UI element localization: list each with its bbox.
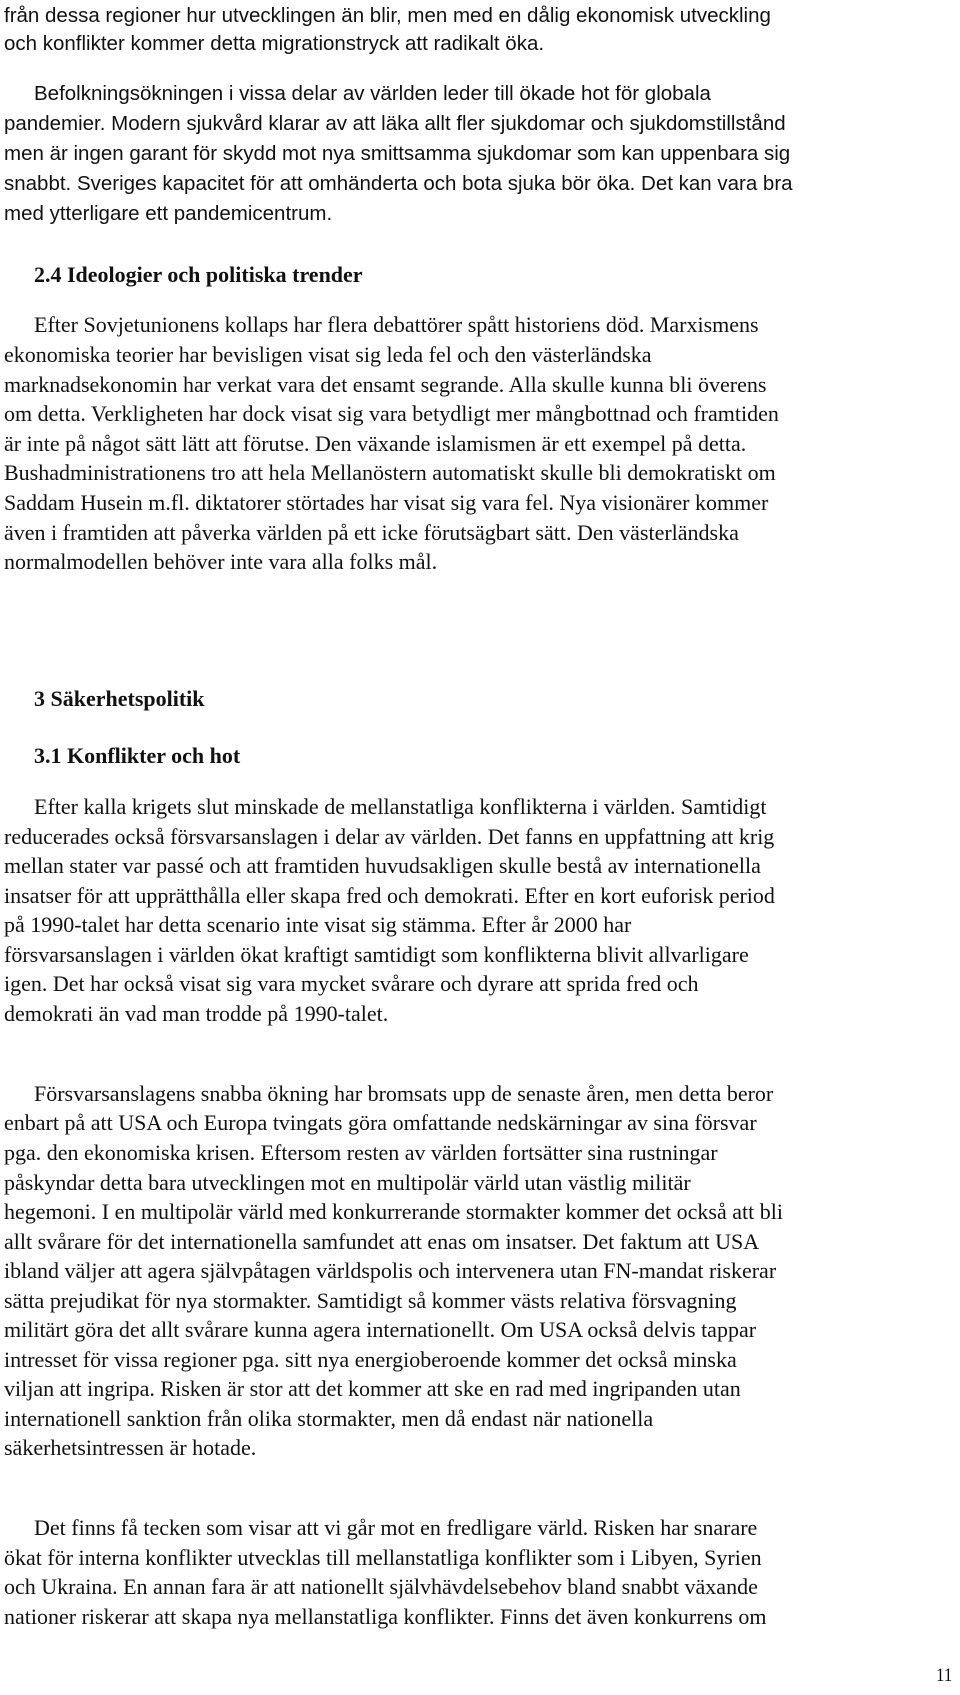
text-line: men är ingen garant för skydd mot nya smittsamma sjukdomar som kan uppenbara sig <box>4 142 791 165</box>
page-number: 11 <box>936 1665 953 1686</box>
text-line: Bushadministrationens tro att hela Mellanöstern automatiskt skulle bli demokratiskt om <box>4 460 776 485</box>
text-line: internationell sanktion från olika stormakter, men då endast när nationella <box>4 1406 654 1431</box>
text-line: intresset för vissa regioner pga. sitt nya energioberoende kommer det också minska <box>4 1347 737 1372</box>
text-line: även i framtiden att påverka världen på ett icke förutsägbart sätt. Den västerländska <box>4 520 739 545</box>
text-line: Befolkningsökningen i vissa delar av världen leder till ökade hot för globala <box>34 82 711 105</box>
text-line: Saddam Husein m.fl. diktatorer störtades har visat sig vara fel. Nya visionärer kommer <box>4 490 769 515</box>
text-line: pandemier. Modern sjukvård klarar av att läka allt fler sjukdomar och sjukdomstillstånd <box>4 112 786 135</box>
text-line: är inte på något sätt lätt att förutse. Den växande islamismen är ett exempel på detta. <box>4 431 747 456</box>
text-line: snabbt. Sveriges kapacitet för att omhänderta och bota sjuka bör öka. Det kan vara bra <box>4 172 793 195</box>
text-line: sätta prejudikat för nya stormakter. Samtidigt så kommer västs relativa försvagning <box>4 1288 737 1313</box>
text-line: och konflikter kommer detta migrationstryck att radikalt öka. <box>4 32 545 55</box>
section-heading-3: 3 Säkerhetspolitik <box>34 686 205 711</box>
text-line: demokrati än vad man trodde på 1990-talet. <box>4 1001 389 1026</box>
text-line: från dessa regioner hur utvecklingen än blir, men med en dålig ekonomisk utveckling <box>4 4 771 27</box>
text-line: med ytterligare ett pandemicentrum. <box>4 202 333 225</box>
text-line: Efter kalla krigets slut minskade de mellanstatliga konflikterna i världen. Samtidigt <box>34 794 767 819</box>
text-line: ibland väljer att agera självpåtagen världspolis och intervenera utan FN-mandat riskerar <box>4 1258 777 1283</box>
text-line: marknadsekonomin har verkat vara det ensamt segrande. Alla skulle kunna bli överens <box>4 372 767 397</box>
text-line: på 1990-talet har detta scenario inte visat sig stämma. Efter år 2000 har <box>4 912 632 937</box>
text-line: reducerades också försvarsanslagen i delar av världen. Det fanns en uppfattning att krig <box>4 824 775 849</box>
text-line: Det finns få tecken som visar att vi går mot en fredligare värld. Risken har snarare <box>34 1515 758 1540</box>
text-line: allt svårare för det internationella samfundet att enas om insatser. Det faktum att USA <box>4 1229 760 1254</box>
text-line: pga. den ekonomiska krisen. Eftersom resten av världen fortsätter sina rustningar <box>4 1140 718 1165</box>
text-line: ökat för interna konflikter utvecklas till mellanstatliga konflikter som i Libyen, Syrien <box>4 1545 762 1570</box>
text-line: påskyndar detta bara utvecklingen mot en multipolär värld utan västlig militär <box>4 1170 691 1195</box>
section-heading-3-1: 3.1 Konflikter och hot <box>34 743 241 768</box>
text-line: hegemoni. I en multipolär värld med konkurrerande stormakter kommer det också att bli <box>4 1199 783 1224</box>
text-line: Försvarsanslagens snabba ökning har bromsats upp de senaste åren, men detta beror <box>34 1081 774 1106</box>
text-line: militärt göra det allt svårare kunna agera internationellt. Om USA också delvis tappar <box>4 1317 757 1342</box>
text-line: om detta. Verkligheten har dock visat sig vara betydligt mer mångbottnad och framtiden <box>4 401 779 426</box>
text-line: ekonomiska teorier har bevisligen visat sig leda fel och den västerländska <box>4 342 652 367</box>
text-line: Efter Sovjetunionens kollaps har flera debattörer spått historiens död. Marxismens <box>34 312 759 337</box>
text-line: insatser för att upprätthålla eller skapa fred och demokrati. Efter en kort euforisk period <box>4 883 775 908</box>
text-line: och Ukraina. En annan fara är att nationellt självhävdelsebehov bland snabbt växande <box>4 1574 758 1599</box>
text-line: säkerhetsintressen är hotade. <box>4 1435 257 1460</box>
text-line: normalmodellen behöver inte vara alla folks mål. <box>4 549 438 574</box>
text-line: försvarsanslagen i världen ökat kraftigt samtidigt som konflikterna blivit allvarligare <box>4 942 749 967</box>
text-line: nationer riskerar att skapa nya mellanstatliga konflikter. Finns det även konkurrens om <box>4 1604 767 1629</box>
text-line: viljan att ingripa. Risken är stor att det kommer att ske en rad med ingripanden utan <box>4 1376 741 1401</box>
text-line: mellan stater var passé och att framtiden huvudsakligen skulle bestå av internationella <box>4 853 761 878</box>
text-line: igen. Det har också visat sig vara mycket svårare och dyrare att sprida fred och <box>4 971 699 996</box>
section-heading-2-4: 2.4 Ideologier och politiska trender <box>34 262 363 287</box>
text-line: enbart på att USA och Europa tvingats göra omfattande nedskärningar av sina försvar <box>4 1110 757 1135</box>
